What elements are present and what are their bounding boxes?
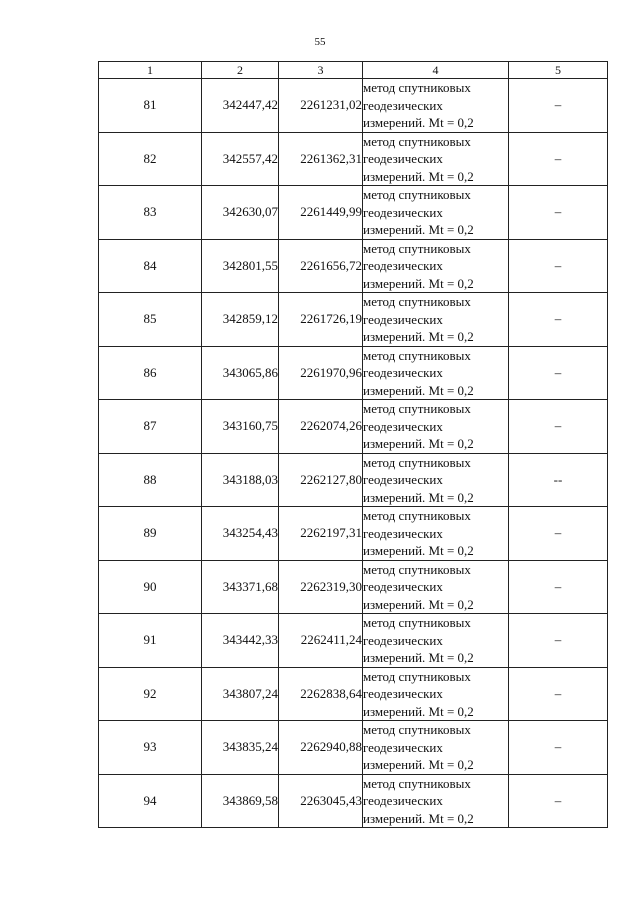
point-number-cell: 85	[99, 293, 202, 347]
method-line: геодезических	[363, 632, 443, 648]
method-line: метод спутниковых	[363, 775, 471, 791]
table-body	[99, 79, 608, 828]
method-line: геодезических	[363, 311, 443, 327]
method-line: геодезических	[363, 418, 443, 434]
method-line: измерений. Mt = 0,2	[363, 650, 474, 665]
method-line: метод спутниковых	[363, 561, 471, 577]
point-number-cell: 92	[99, 667, 202, 721]
method-line: метод спутниковых	[363, 508, 471, 523]
table-row	[99, 667, 608, 721]
column-header-2: 2	[202, 62, 279, 79]
point-number-cell: 86	[99, 346, 202, 400]
x-coordinate-cell: 343254,43	[202, 507, 279, 561]
table-row	[99, 507, 608, 561]
method-cell	[363, 614, 509, 668]
column-header-4: 4	[363, 62, 509, 79]
y-coordinate-cell: 2262940,88	[279, 721, 363, 775]
point-number-cell: 84	[99, 239, 202, 293]
note-cell: –	[509, 721, 608, 775]
table-row	[99, 400, 608, 454]
note-cell: –	[509, 400, 608, 454]
method-line: измерений. Mt = 0,2	[363, 382, 474, 398]
table-header-row	[99, 62, 608, 79]
point-number-cell: 89	[99, 507, 202, 561]
point-number-cell: 81	[99, 79, 202, 133]
method-cell	[363, 560, 509, 614]
method-line: измерений. Mt = 0,2	[363, 222, 474, 237]
y-coordinate-cell: 2262319,30	[279, 560, 363, 614]
method-line: метод спутниковых	[363, 240, 471, 256]
method-line: геодезических	[363, 97, 443, 113]
method-line: измерений. Mt = 0,2	[363, 275, 474, 291]
note-cell: –	[509, 186, 608, 240]
point-number-cell: 82	[99, 132, 202, 186]
x-coordinate-cell: 343807,24	[202, 667, 279, 721]
x-coordinate-cell: 342859,12	[202, 293, 279, 347]
x-coordinate-cell: 343442,33	[202, 614, 279, 668]
method-line: геодезических	[363, 793, 443, 808]
table-row	[99, 132, 608, 186]
note-cell: --	[509, 453, 608, 507]
method-cell	[363, 346, 509, 400]
y-coordinate-cell: 2262127,80	[279, 453, 363, 507]
note-cell: –	[509, 667, 608, 721]
point-number-cell: 91	[99, 614, 202, 668]
method-line: метод спутниковых	[363, 294, 471, 309]
method-line: измерений. Mt = 0,2	[363, 489, 474, 505]
method-cell	[363, 239, 509, 293]
method-line: измерений. Mt = 0,2	[363, 168, 474, 184]
method-line: геодезических	[363, 258, 443, 273]
note-cell: –	[509, 79, 608, 133]
column-header-1: 1	[99, 62, 202, 79]
method-line: геодезических	[363, 739, 443, 755]
point-number-cell: 88	[99, 453, 202, 507]
y-coordinate-cell: 2263045,43	[279, 774, 363, 828]
method-line: измерений. Mt = 0,2	[363, 703, 474, 719]
table-row	[99, 721, 608, 775]
method-line: метод спутниковых	[363, 722, 471, 737]
note-cell: –	[509, 293, 608, 347]
y-coordinate-cell: 2261656,72	[279, 239, 363, 293]
method-line: геодезических	[363, 204, 443, 220]
method-line: геодезических	[363, 686, 443, 701]
point-number-cell: 83	[99, 186, 202, 240]
x-coordinate-cell: 343371,68	[202, 560, 279, 614]
page-number: 55	[314, 36, 326, 48]
method-line: геодезических	[363, 365, 443, 380]
x-coordinate-cell: 343188,03	[202, 453, 279, 507]
method-line: геодезических	[363, 151, 443, 166]
note-cell: –	[509, 507, 608, 561]
method-cell	[363, 132, 509, 186]
y-coordinate-cell: 2262411,24	[279, 614, 363, 668]
method-line: метод спутниковых	[363, 80, 471, 95]
method-cell	[363, 400, 509, 454]
y-coordinate-cell: 2262197,31	[279, 507, 363, 561]
method-line: геодезических	[363, 579, 443, 594]
note-cell: –	[509, 346, 608, 400]
method-line: измерений. Mt = 0,2	[363, 543, 474, 558]
y-coordinate-cell: 2261449,99	[279, 186, 363, 240]
method-line: измерений. Mt = 0,2	[363, 436, 474, 451]
method-line: метод спутниковых	[363, 133, 471, 149]
table-row	[99, 186, 608, 240]
method-cell	[363, 453, 509, 507]
method-cell	[363, 186, 509, 240]
point-number-cell: 93	[99, 721, 202, 775]
x-coordinate-cell: 343065,86	[202, 346, 279, 400]
method-line: метод спутниковых	[363, 454, 471, 470]
method-line: измерений. Mt = 0,2	[363, 757, 474, 772]
table-row	[99, 239, 608, 293]
table-row	[99, 560, 608, 614]
y-coordinate-cell: 2262838,64	[279, 667, 363, 721]
x-coordinate-cell: 342630,07	[202, 186, 279, 240]
y-coordinate-cell: 2261970,96	[279, 346, 363, 400]
method-line: метод спутниковых	[363, 668, 471, 684]
y-coordinate-cell: 2261726,19	[279, 293, 363, 347]
table-row	[99, 614, 608, 668]
table-row	[99, 79, 608, 133]
method-line: измерений. Mt = 0,2	[363, 115, 474, 130]
y-coordinate-cell: 2262074,26	[279, 400, 363, 454]
method-cell	[363, 721, 509, 775]
method-line: измерений. Mt = 0,2	[363, 810, 474, 826]
method-cell	[363, 293, 509, 347]
method-line: метод спутниковых	[363, 347, 471, 363]
table-row	[99, 346, 608, 400]
table-row	[99, 774, 608, 828]
method-cell	[363, 79, 509, 133]
note-cell: –	[509, 614, 608, 668]
coordinates-table	[98, 61, 608, 828]
x-coordinate-cell: 343835,24	[202, 721, 279, 775]
method-cell	[363, 507, 509, 561]
column-header-5: 5	[509, 62, 608, 79]
method-cell	[363, 774, 509, 828]
note-cell: –	[509, 774, 608, 828]
table-row	[99, 453, 608, 507]
x-coordinate-cell: 342801,55	[202, 239, 279, 293]
y-coordinate-cell: 2261362,31	[279, 132, 363, 186]
note-cell: –	[509, 132, 608, 186]
x-coordinate-cell: 343160,75	[202, 400, 279, 454]
method-line: метод спутниковых	[363, 401, 471, 416]
method-cell	[363, 667, 509, 721]
method-line: метод спутниковых	[363, 615, 471, 630]
method-line: измерений. Mt = 0,2	[363, 329, 474, 344]
x-coordinate-cell: 342447,42	[202, 79, 279, 133]
x-coordinate-cell: 343869,58	[202, 774, 279, 828]
y-coordinate-cell: 2261231,02	[279, 79, 363, 133]
column-header-3: 3	[279, 62, 363, 79]
point-number-cell: 87	[99, 400, 202, 454]
method-line: геодезических	[363, 525, 443, 541]
point-number-cell: 90	[99, 560, 202, 614]
point-number-cell: 94	[99, 774, 202, 828]
note-cell: –	[509, 560, 608, 614]
method-line: измерений. Mt = 0,2	[363, 596, 474, 612]
method-line: геодезических	[363, 472, 443, 487]
method-line: метод спутниковых	[363, 187, 471, 202]
table-row	[99, 293, 608, 347]
note-cell: –	[509, 239, 608, 293]
x-coordinate-cell: 342557,42	[202, 132, 279, 186]
